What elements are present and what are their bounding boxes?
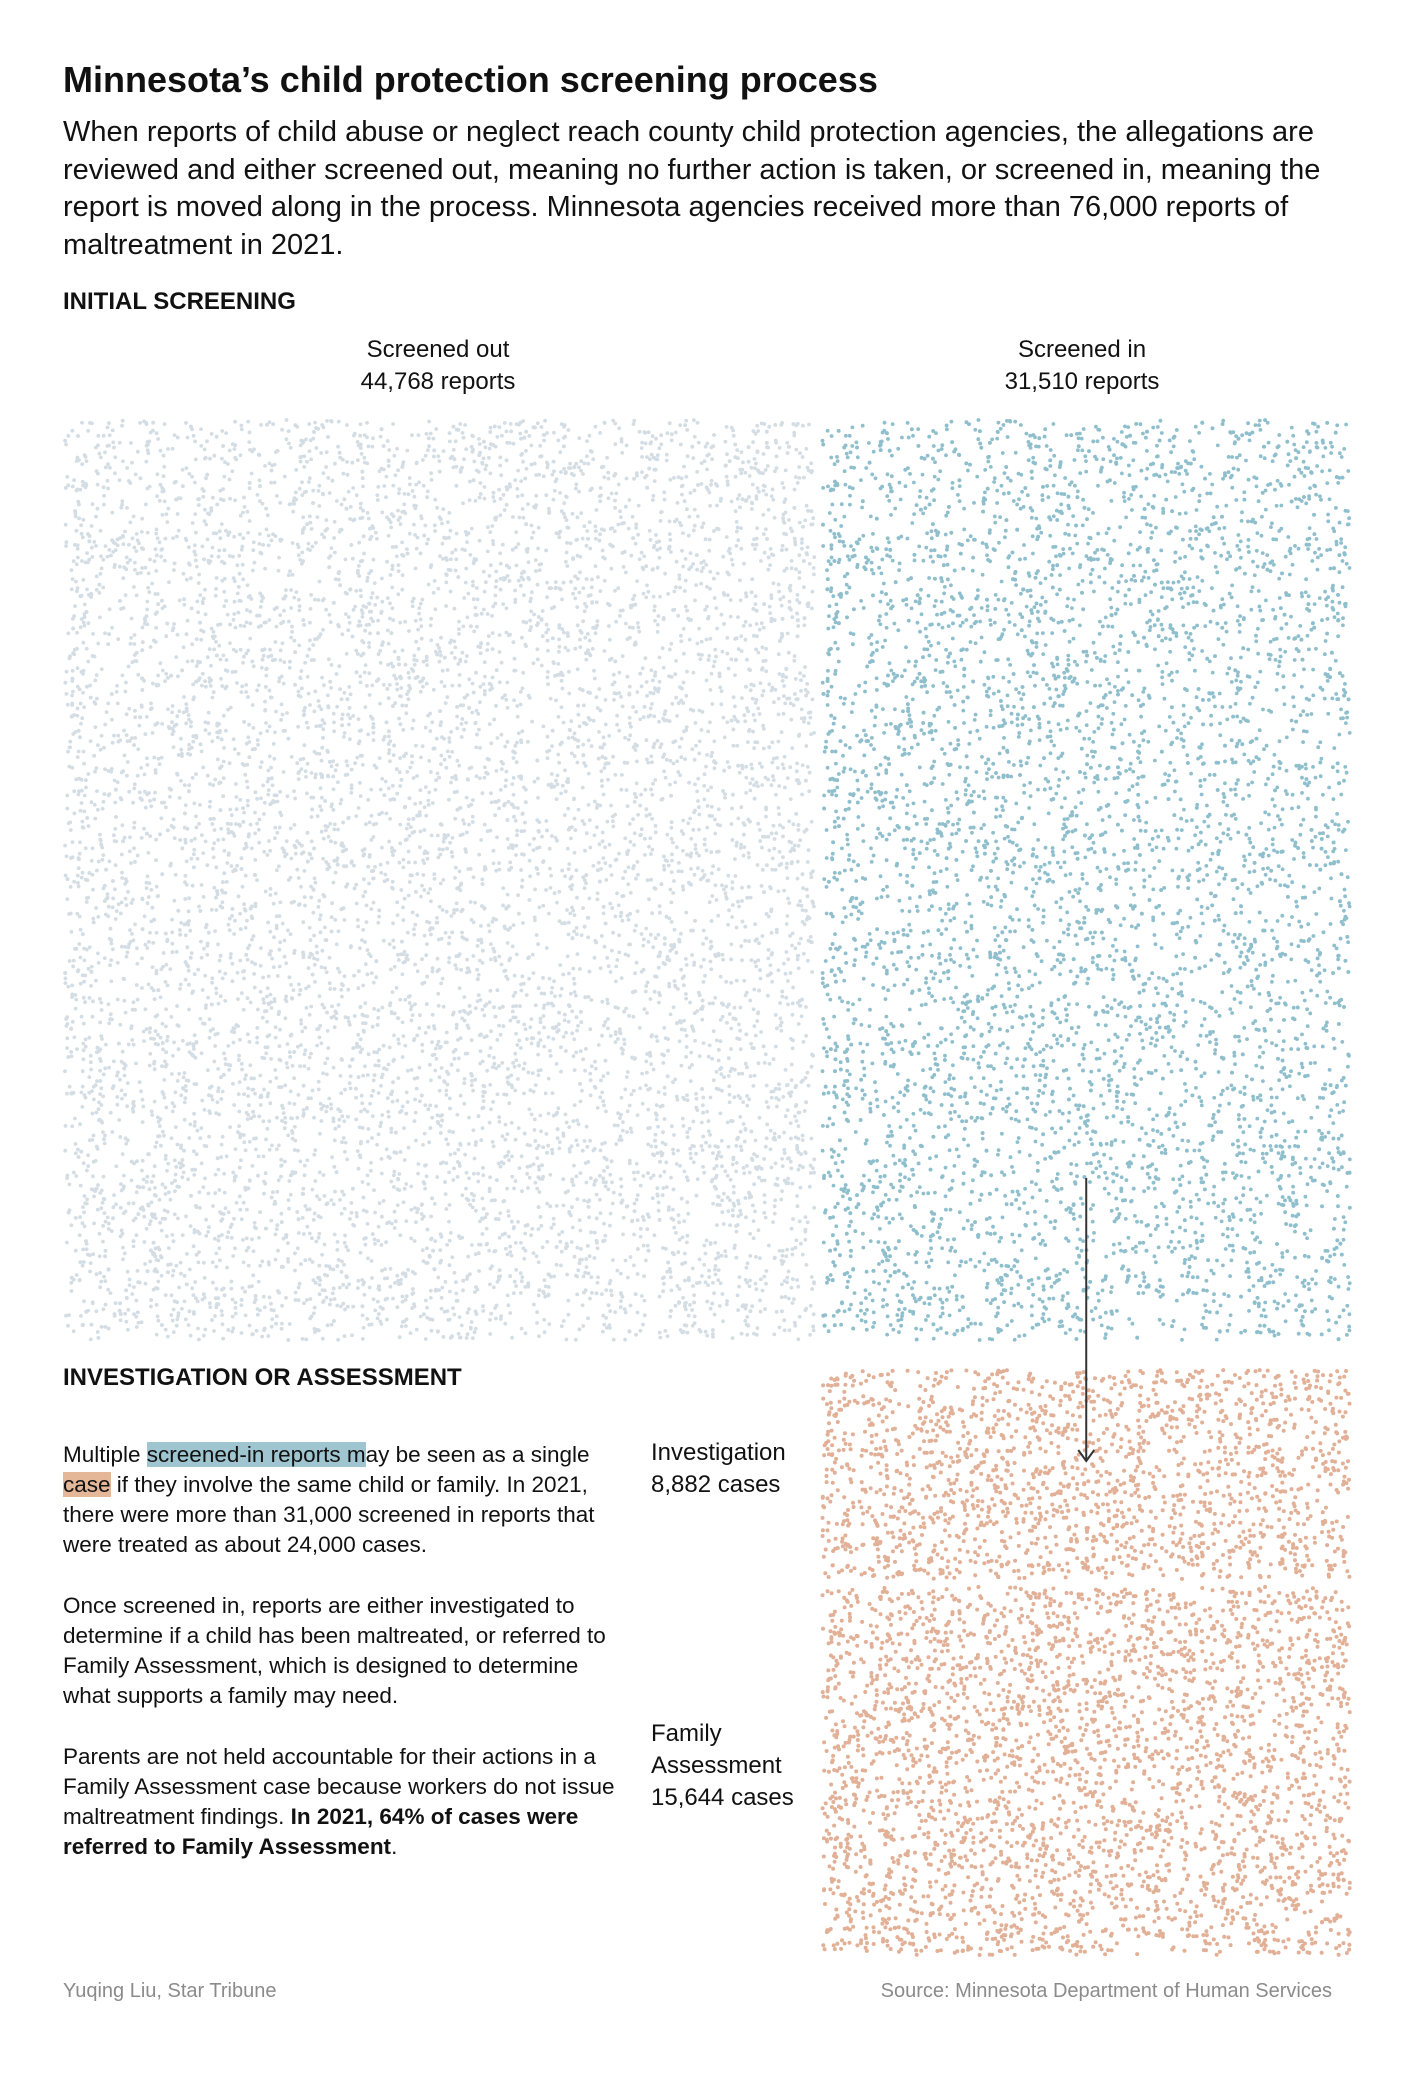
body-p1-pre: Multiple xyxy=(63,1442,147,1467)
intro-text: When reports of child abuse or neglect reach county child protection agencies, the allegations are reviewed and either screened out, meaning no further action is taken, or screened in, meaning the report is moved along in the process. Minnesota agencies received more than 76,000 reports of maltreatment in 2021. xyxy=(63,114,1353,264)
label-screened-out xyxy=(228,334,648,398)
credit-author: Yuqing Liu, Star Tribune xyxy=(63,1978,276,2004)
section-label-initial-screening: INITIAL SCREENING xyxy=(63,287,296,317)
label-investigation xyxy=(651,1437,831,1501)
page-title: Minnesota’s child protection screening process xyxy=(63,58,1363,102)
dots-family-assessment xyxy=(821,1585,1352,1957)
label-investigation-value: 8,882 cases xyxy=(651,1469,831,1501)
section-label-investigation: INVESTIGATION OR ASSESSMENT xyxy=(63,1363,462,1393)
highlight-case: case xyxy=(63,1472,111,1497)
label-screened-in-name: Screened in xyxy=(872,334,1292,366)
body-p3-post: . xyxy=(391,1834,397,1859)
label-investigation-name: Investigation xyxy=(651,1437,831,1469)
label-screened-out-name: Screened out xyxy=(228,334,648,366)
highlight-screened-in-reports: screened-in reports m xyxy=(147,1442,366,1467)
label-screened-in xyxy=(872,334,1292,398)
body-p3-pre: Parents are not held accountable for their actions in a Family Assessment case because workers do not issue maltreatment findings. xyxy=(63,1744,615,1829)
body-paragraph-1 xyxy=(63,1440,623,1560)
body-text xyxy=(63,1440,623,1893)
label-family-assessment-name: Family Assessment xyxy=(651,1718,831,1782)
label-family-assessment-value: 15,644 cases xyxy=(651,1782,831,1814)
dots-screened-out xyxy=(63,418,816,1342)
body-p3-bold: In 2021, 64% of cases were referred to Family Assessment xyxy=(63,1804,578,1859)
body-p1-mid: ay be seen as a single xyxy=(366,1442,590,1467)
body-paragraph-2: Once screened in, reports are either investigated to determine if a child has been maltreated, or referred to Family Assessment, which is designed to determine what supports a family may need. xyxy=(63,1591,623,1711)
label-screened-in-value: 31,510 reports xyxy=(872,366,1292,398)
label-screened-out-value: 44,768 reports xyxy=(228,366,648,398)
body-paragraph-3 xyxy=(63,1742,623,1862)
body-p1-post: if they involve the same child or family. In 2021, there were more than 31,000 screened in reports that were treated as about 24,000 cases. xyxy=(63,1472,595,1557)
label-family-assessment xyxy=(651,1718,831,1814)
credit-source: Source: Minnesota Department of Human Services xyxy=(826,1978,1332,2004)
